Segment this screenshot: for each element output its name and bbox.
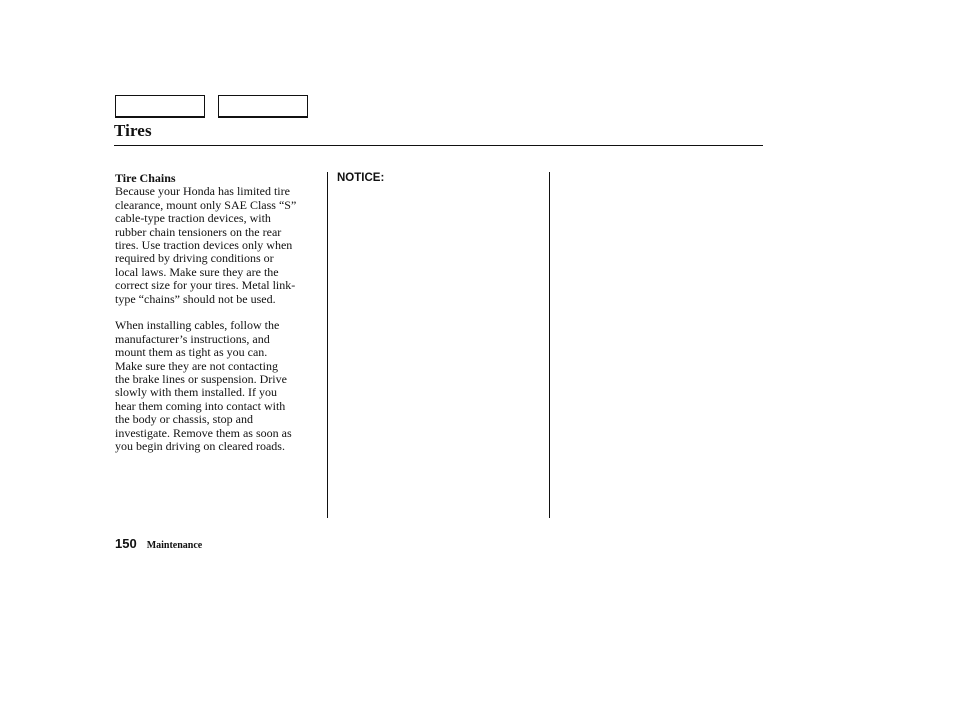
nav-tab-1[interactable] [115, 95, 205, 118]
nav-tab-2[interactable] [218, 95, 308, 118]
column-divider-1 [327, 172, 328, 518]
paragraph-2: When installing cables, follow the manufacturer’s instructions, and mount them as tight as you can. Make sure they are not contacting the brake lines or suspension. Drive slowly with them installed. If you hear them coming into contact with the body or chassis, stop and investigate. Remove them as soon as you begin driving on cleared roads. [115, 318, 292, 454]
notice-label: NOTICE: [337, 172, 385, 184]
paragraph-1: Because your Honda has limited tire clearance, mount only SAE Class “S” cable-type traction devices, with rubber chain tensioners on the rear tires. Use traction devices only when required by driving conditions or local laws. Make sure they are the correct size for your tires. Metal link- type “chains” should not be used. [115, 184, 297, 306]
page-number: 150 [115, 536, 137, 551]
column-divider-2 [549, 172, 550, 518]
section-heading: Tire Chains [115, 171, 176, 185]
footer-section-name: Maintenance [146, 540, 203, 551]
content-column-2 [337, 172, 537, 185]
page-footer [115, 536, 202, 551]
title-divider [114, 145, 763, 146]
content-column-1 [115, 172, 321, 454]
page-title: Tires [114, 121, 152, 140]
